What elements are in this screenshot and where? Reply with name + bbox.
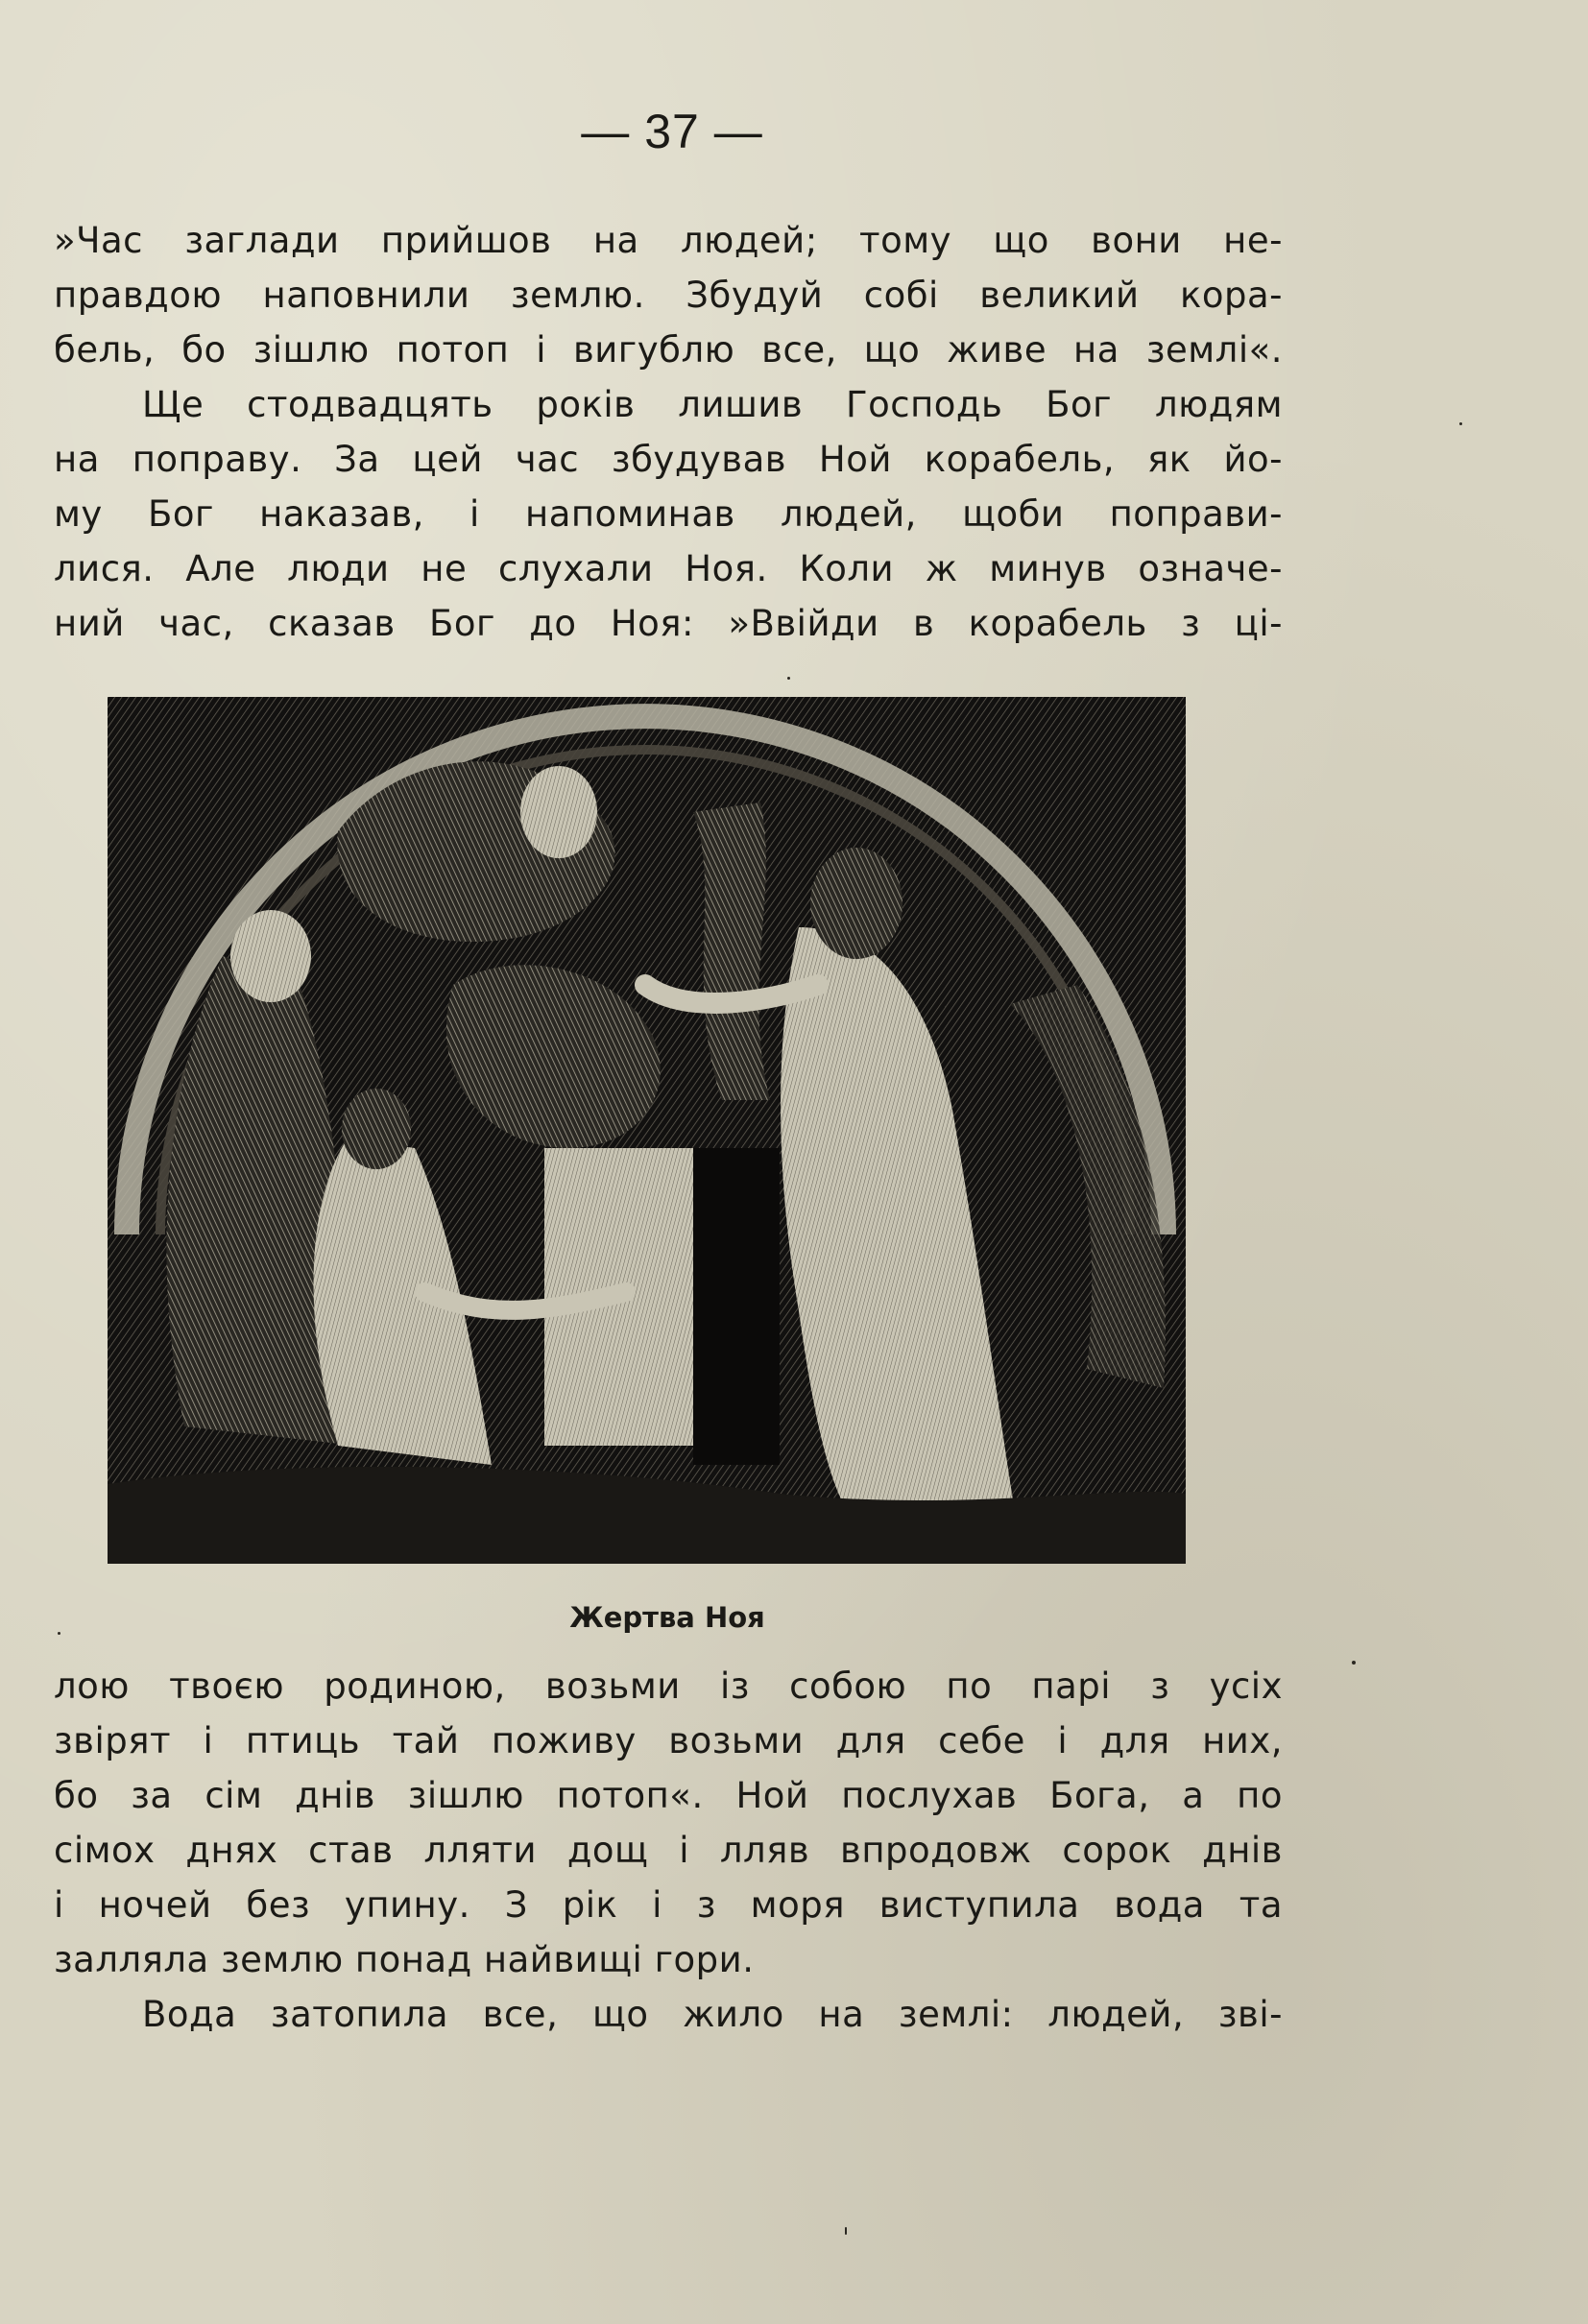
noah-head [810,848,902,959]
noah-sacrifice-engraving [108,697,1186,1564]
text-line: і ночей без упину. З рік і з моря виступила вода та [54,1884,1283,1926]
text-block-bottom [54,1659,1283,2042]
paragraph-start-line: Ще стодвадцять років лишив Господь Бог людям [142,384,1283,425]
text-line: му Бог наказав, і напоминав людей, щоби поправи- [54,493,1283,535]
paragraph-start-line: Вода затопила все, що жило на землі: людей, зві- [142,1994,1283,2035]
text-line: лися. Але люди не слухали Ноя. Коли ж минув означе- [54,548,1283,589]
text-line: »Час заглади прийшов на людей; тому що вони не- [54,220,1283,261]
print-speck [1352,1661,1356,1665]
text-line: бель, бо зішлю потоп і вигублю все, що живе на землі«. [54,329,1283,371]
text-line: звірят і птиць тай поживу возьми для себе і для них, [54,1720,1283,1761]
text-line: на поправу. За цей час збудував Ной корабель, як йо- [54,439,1283,480]
text-line: залляла землю понад найвищі гори. [54,1939,755,1980]
god-head [520,766,597,858]
page-number: — 37 — [581,105,763,158]
engraving-illustration [108,697,1186,1564]
text-line: сімох днях став лляти дощ і лляв впродовж сорок днів [54,1830,1283,1871]
text-line: бо за сім днів зішлю потоп«. Ной послухав Бога, а по [54,1775,1283,1816]
text-block-top [54,213,1283,651]
illustration-caption: Жертва Ноя [569,1601,765,1634]
text-line: ний час, сказав Бог до Ноя: »Ввійди в корабель з ці- [54,603,1283,644]
text-line: правдою наповнили землю. Збудуй собі великий кора- [54,275,1283,316]
print-speck [1459,422,1462,425]
print-speck [787,677,790,680]
text-line: лою твоєю родиною, возьми із собою по парі з усіх [54,1665,1283,1707]
print-speck [58,1632,60,1635]
print-speck [845,2227,847,2235]
